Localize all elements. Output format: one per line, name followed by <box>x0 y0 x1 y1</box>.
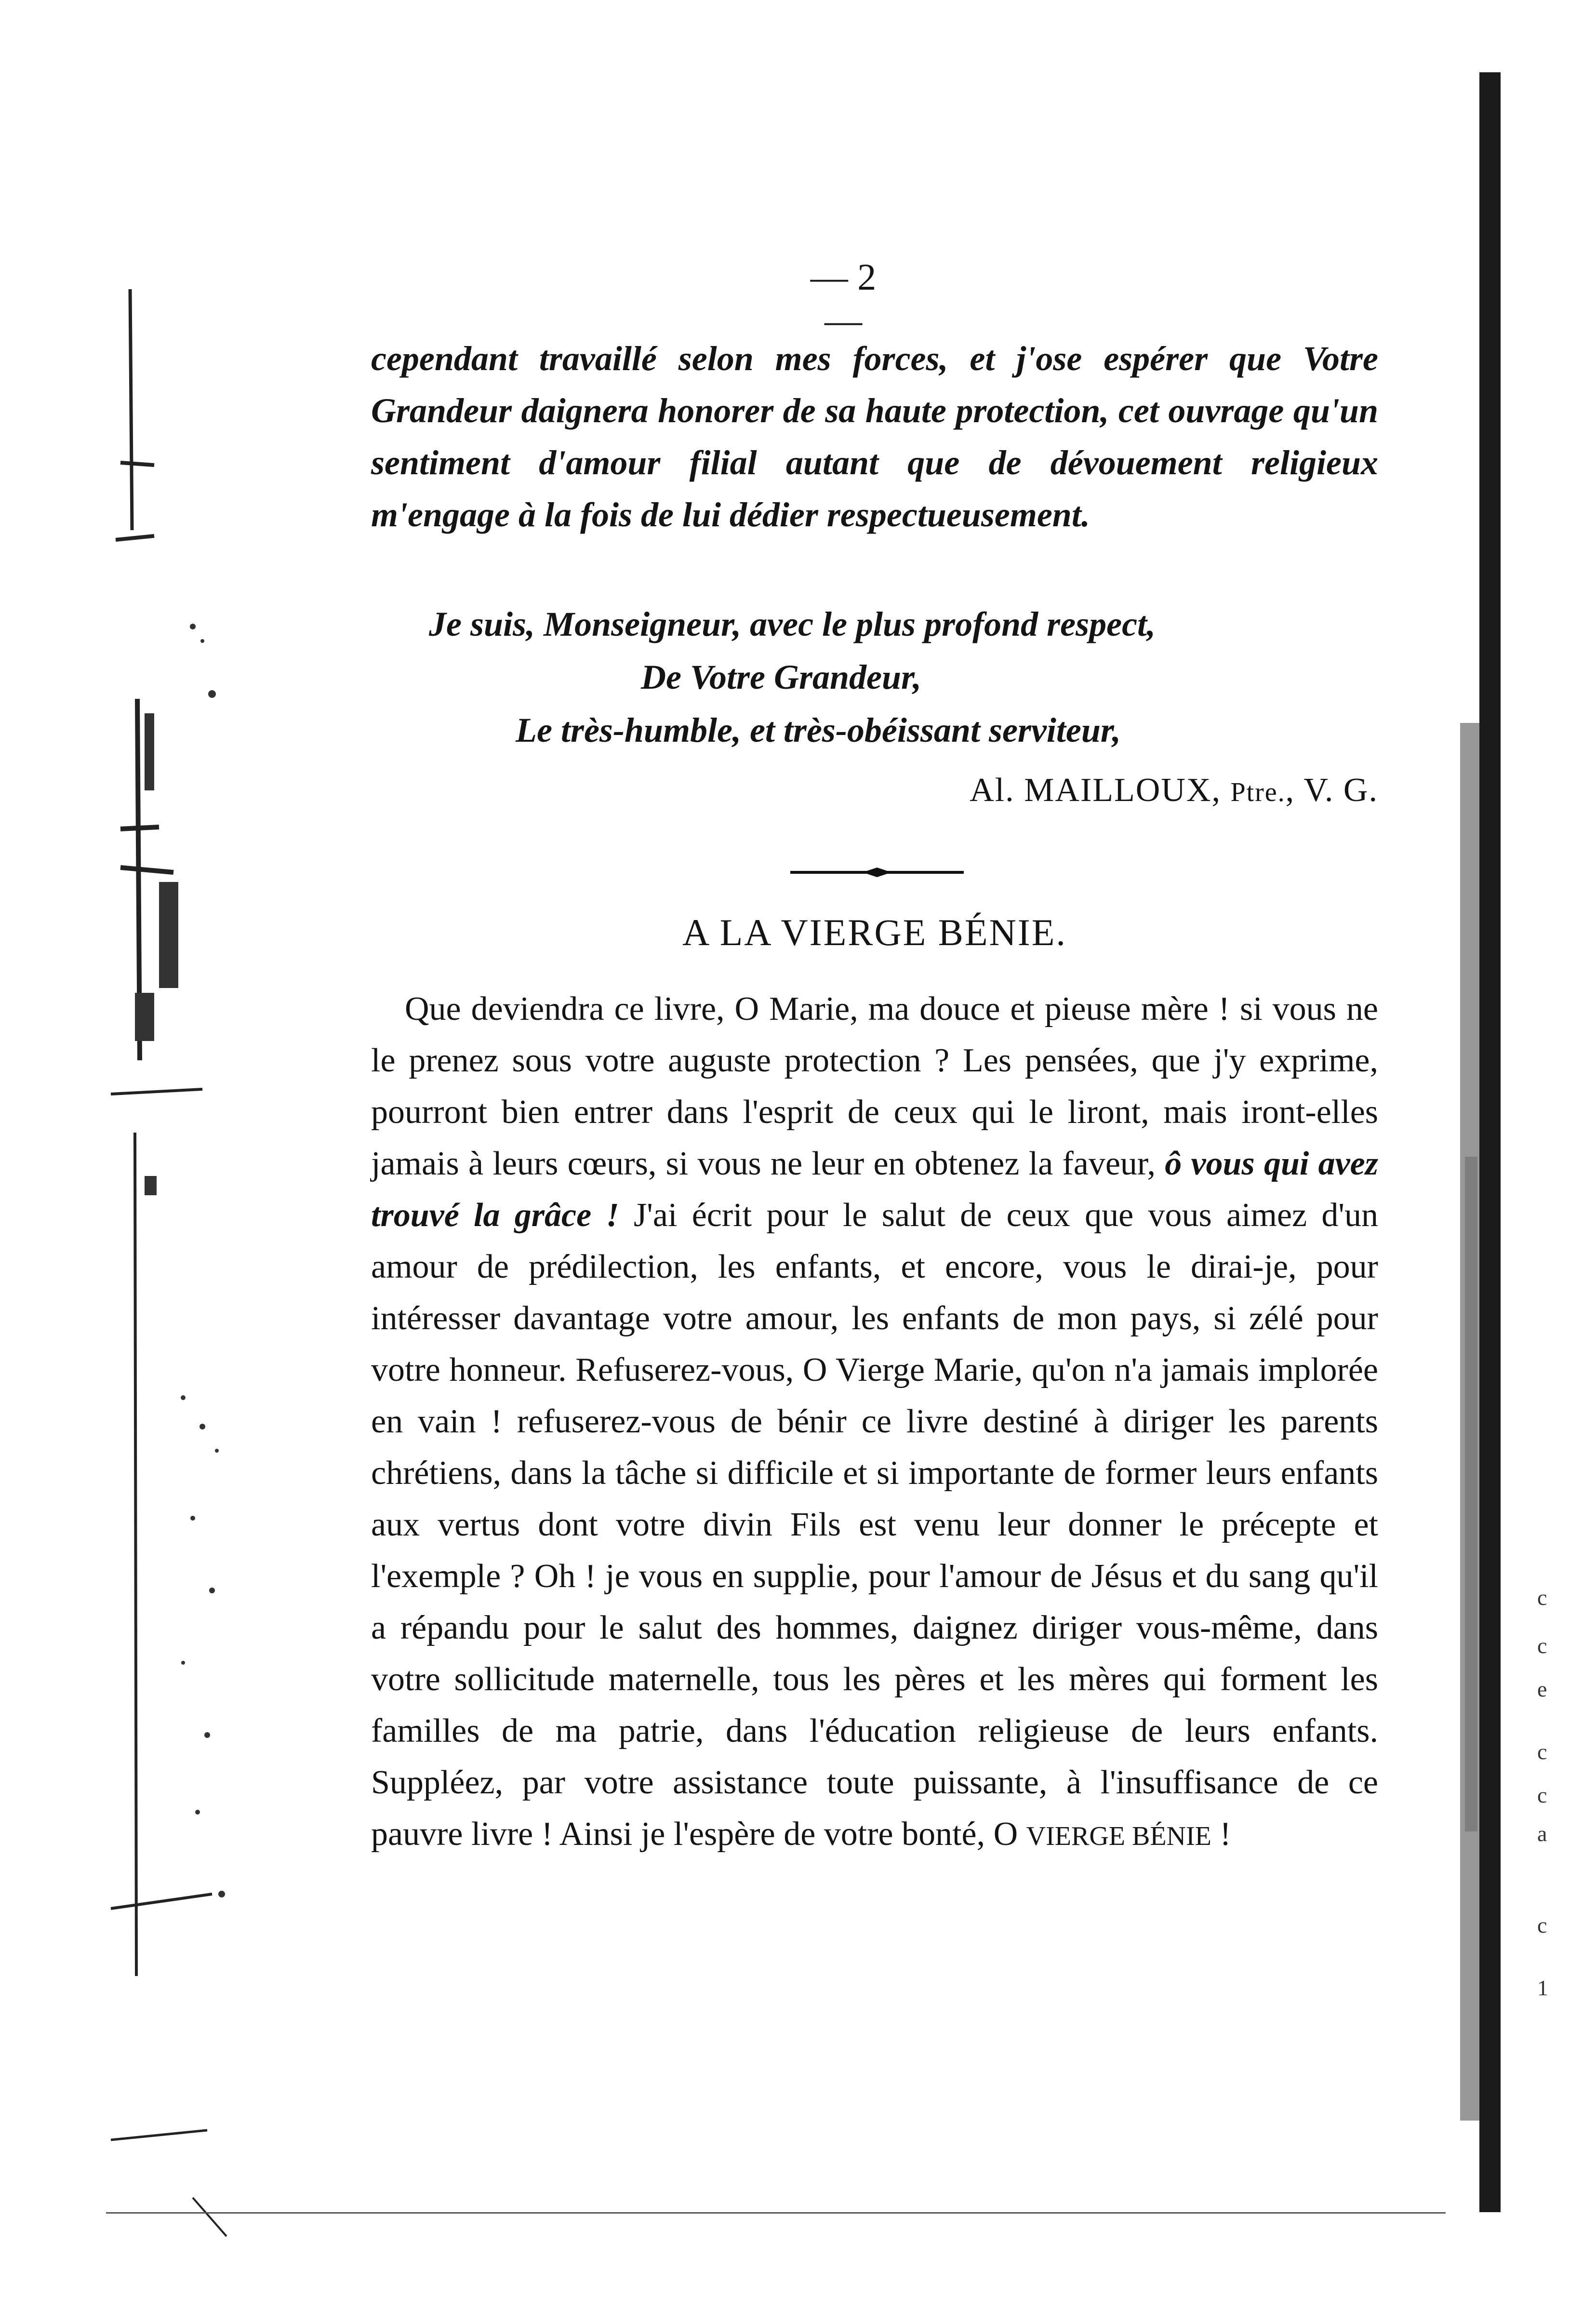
signature-title: Ptre. <box>1230 777 1286 807</box>
paragraph-start: Que deviendra ce livre, O Marie, ma douce et pieuse mère ! si vous ne le prenez sous votre auguste protection ? Les pensées, que j'y exprime, pourront bien entrer dans l'esprit de ceux qui le liront, mais iront-elles jamais à leurs cœurs, si vous ne leur en obtenez la faveur, <box>371 990 1378 1182</box>
signature-name: Al. MAILLOUX, <box>970 772 1231 809</box>
svg-text:e: e <box>1537 1677 1547 1701</box>
dedication-paragraph: cependant travaillé selon mes forces, et j'ose espérer que Votre Grandeur daignera honorer de sa haute protection, cet ouvrage qu'un sentiment d'amour filial autant que de dévouement religieux m'engage à la fois de lui dédier respectueusement. <box>371 339 1378 534</box>
dedication-continuation <box>371 333 1378 541</box>
section-body <box>371 983 1378 1862</box>
svg-text:c: c <box>1537 1633 1547 1658</box>
signature-suffix: , V. G. <box>1285 772 1378 809</box>
closing-line-2: De Votre Grandeur, <box>641 658 922 696</box>
closing-line-3: Le très-humble, et très-obéissant serviteur, <box>516 711 1121 749</box>
paragraph-closing: VIERGE BÉNIE <box>1026 1821 1211 1851</box>
signature <box>814 771 1378 810</box>
section-paragraph <box>371 983 1378 1862</box>
section-title: A LA VIERGE BÉNIE. <box>682 911 1067 953</box>
svg-text:1: 1 <box>1537 1976 1548 2000</box>
right-margin-scan-artifacts <box>1446 0 1596 2310</box>
bottom-scan-line <box>106 2212 1446 2214</box>
left-margin-scan-artifacts <box>0 0 251 2310</box>
svg-text:c: c <box>1537 1739 1547 1764</box>
paragraph-end: J'ai écrit pour le salut de ceux que vous aimez d'un amour de prédilection, les enfants, et encore, vous le dirai-je, pour intéresser davantage votre amour, les enfants de mon pays, si zélé pour votre honneur. Refuserez-vous, O Vierge Marie, qu'on n'a jamais implorée en vain ! refuserez-vous de bénir ce livre destiné à diriger les parents chrétiens, dans la tâche si difficile et si importante de former leurs enfants aux vertus dont votre divin Fils est venu leur donner le précepte et l'exemple ? Oh ! je vous en supplie, pour l'amour de Jésus et du sang qu'il a répandu pour le salut des hommes, daignez diriger vous-même, dans votre sollicitude maternelle, tous les pères et les mères qui forment les familles de ma patrie, dans l'éducation religieuse de leurs enfants. Suppléez, par votre assistance toute puissante, à l'insuffisance de ce pauvre livre ! Ainsi je l'espère de votre bonté, O <box>371 1197 1378 1853</box>
page-number: — 2 — <box>810 256 877 341</box>
svg-text:c: c <box>1537 1585 1547 1610</box>
paragraph-quote: ô vous qui avez trouvé la grâce ! <box>371 1145 1378 1234</box>
svg-text:c: c <box>1537 1913 1547 1937</box>
section-divider-ornament <box>790 865 964 880</box>
paragraph-final: ! <box>1211 1816 1231 1853</box>
svg-text:c: c <box>1537 1783 1547 1807</box>
closing-line-1: Je suis, Monseigneur, avec le plus profond respect, <box>429 605 1156 643</box>
svg-text:a: a <box>1537 1821 1547 1846</box>
